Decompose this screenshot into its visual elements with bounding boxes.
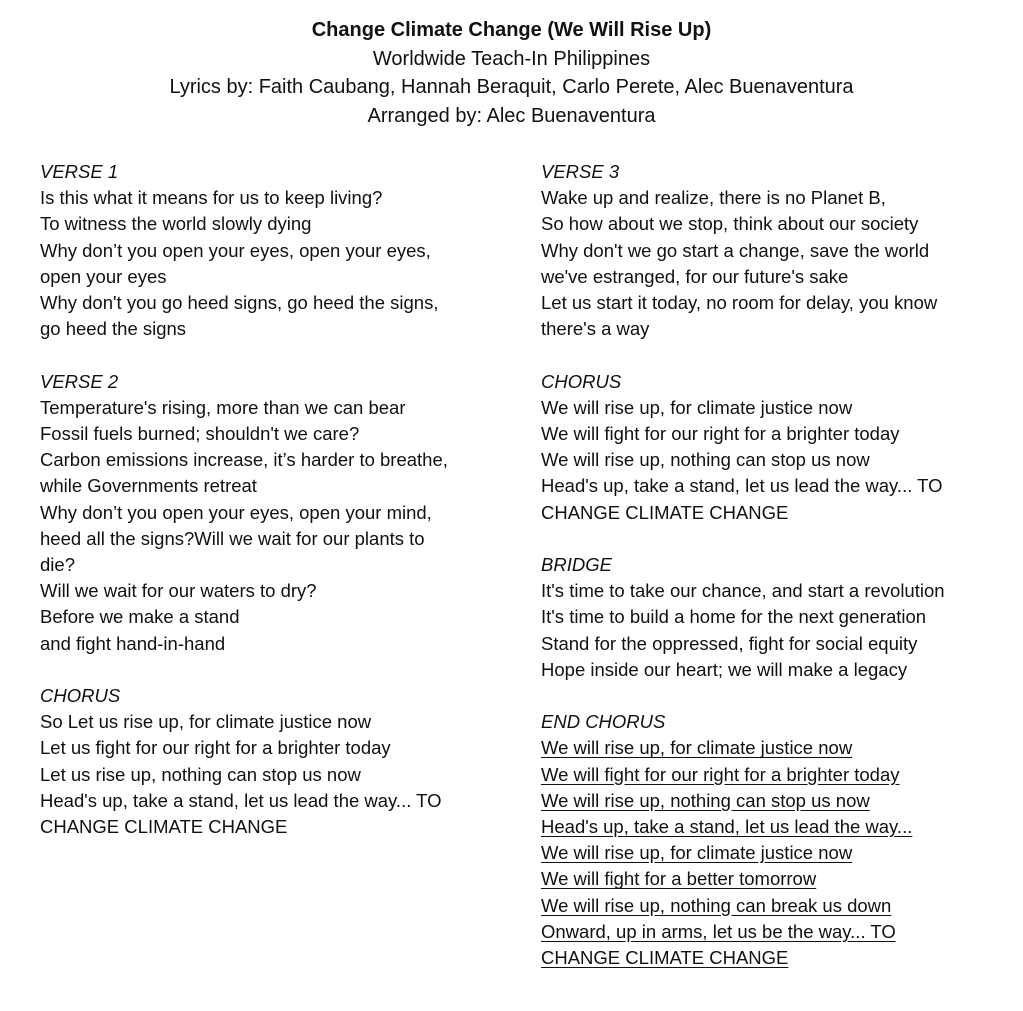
lyric-line: Head's up, take a stand, let us lead the way... TO: [40, 789, 442, 811]
song-header: [0, 16, 1023, 130]
lyric-line: die?: [40, 554, 75, 576]
chorus-left: [40, 683, 490, 840]
lyric-line: Stand for the oppressed, fight for social equity: [541, 632, 918, 654]
lyric-line: CHANGE CLIMATE CHANGE: [40, 816, 288, 838]
end-chorus: [541, 709, 1001, 971]
lyric-line: Why don’t you open your eyes, open your eyes,: [40, 239, 431, 261]
lyric-line: Why don’t you open your eyes, open your mind,: [40, 501, 432, 523]
lyric-line: Let us fight for our right for a brighter today: [40, 737, 391, 759]
lyric-line: Onward, up in arms, let us be the way... TO: [541, 920, 896, 942]
lyric-line: We will fight for our right for a brighter today: [541, 423, 900, 445]
lyric-line: We will rise up, nothing can stop us now: [541, 789, 870, 811]
lyric-line: we've estranged, for our future's sake: [541, 265, 849, 287]
lyric-line: Let us start it today, no room for delay, you know: [541, 292, 938, 314]
lyric-line: Temperature's rising, more than we can bear: [40, 396, 406, 418]
lyric-line: Head's up, take a stand, let us lead the way...: [541, 816, 913, 838]
lyric-line: open your eyes: [40, 265, 167, 287]
chorus-right: [541, 369, 1001, 526]
section-heading: CHORUS: [541, 370, 622, 392]
lyric-line: We will rise up, nothing can break us down: [541, 894, 892, 916]
arrangement-credit: Arranged by: Alec Buenaventura: [367, 104, 656, 127]
lyric-line: Why don't you go heed signs, go heed the signs,: [40, 292, 439, 314]
lyrics-credit: Lyrics by: Faith Caubang, Hannah Beraquit, Carlo Perete, Alec Buenaventura: [169, 76, 854, 98]
lyric-line: Hope inside our heart; we will make a legacy: [541, 658, 908, 680]
lyric-line: We will rise up, for climate justice now: [541, 737, 853, 759]
right-column: [541, 159, 1001, 997]
lyric-line: Carbon emissions increase, it’s harder to breathe,: [40, 449, 448, 471]
lyric-line: and fight hand-in-hand: [40, 632, 226, 654]
verse-2: [40, 369, 490, 657]
lyric-line: We will fight for our right for a brighter today: [541, 763, 900, 785]
lyric-line: Is this what it means for us to keep living?: [40, 187, 383, 209]
lyric-line: heed all the signs?Will we wait for our plants to: [40, 527, 425, 549]
lyric-line: CHANGE CLIMATE CHANGE: [541, 501, 789, 523]
lyric-line: Let us rise up, nothing can stop us now: [40, 763, 361, 785]
section-heading: END CHORUS: [541, 711, 666, 733]
left-column: [40, 159, 490, 866]
lyric-line: We will fight for a better tomorrow: [541, 868, 817, 890]
lyric-line: It's time to build a home for the next generation: [541, 606, 927, 628]
lyric-line: Fossil fuels burned; shouldn't we care?: [40, 423, 360, 445]
lyric-line: Will we wait for our waters to dry?: [40, 580, 317, 602]
lyric-line: We will rise up, for climate justice now: [541, 842, 853, 864]
section-heading: CHORUS: [40, 685, 121, 707]
song-title: Change Climate Change (We Will Rise Up): [311, 19, 712, 41]
lyric-line: there's a way: [541, 318, 650, 340]
lyric-line: We will rise up, nothing can stop us now: [541, 449, 870, 471]
section-heading: VERSE 2: [40, 370, 119, 392]
lyric-line: while Governments retreat: [40, 475, 257, 497]
lyric-line: Wake up and realize, there is no Planet B,: [541, 187, 886, 209]
song-subtitle: Worldwide Teach-In Philippines: [372, 47, 651, 70]
section-heading: VERSE 1: [40, 161, 119, 182]
verse-3: [541, 159, 1001, 342]
lyric-line: So how about we stop, think about our society: [541, 213, 919, 235]
section-heading: BRIDGE: [541, 554, 612, 576]
lyric-line: Before we make a stand: [40, 606, 240, 628]
lyric-line: So Let us rise up, for climate justice now: [40, 711, 372, 733]
lyric-line: CHANGE CLIMATE CHANGE: [541, 947, 789, 969]
verse-1: [40, 159, 490, 342]
lyric-line: To witness the world slowly dying: [40, 213, 312, 235]
lyric-line: Why don't we go start a change, save the world: [541, 239, 930, 261]
section-heading: VERSE 3: [541, 161, 620, 182]
bridge: [541, 552, 1001, 683]
lyric-line: We will rise up, for climate justice now: [541, 396, 853, 418]
lyric-line: It's time to take our chance, and start a revolution: [541, 580, 945, 602]
lyric-line: Head's up, take a stand, let us lead the way... TO: [541, 475, 943, 497]
lyric-line: go heed the signs: [40, 318, 187, 340]
